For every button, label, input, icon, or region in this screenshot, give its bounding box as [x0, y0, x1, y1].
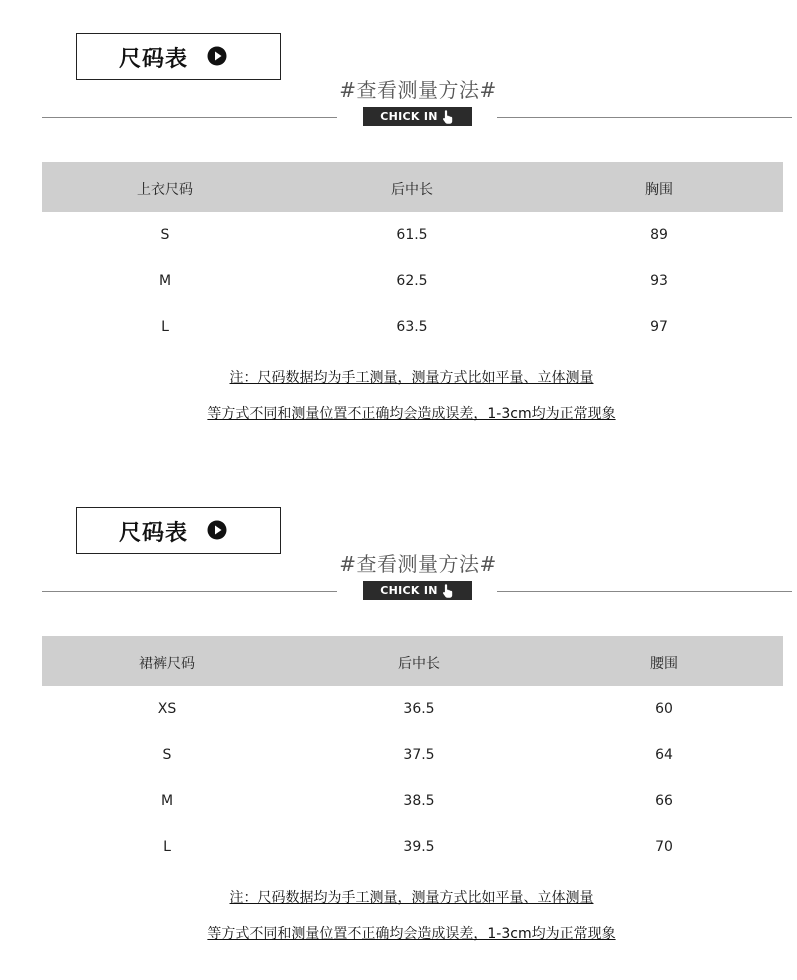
table-row	[42, 778, 783, 824]
cell-size: XS	[157, 701, 177, 717]
cell-size: M	[158, 273, 172, 289]
cell-back-length: 38.5	[403, 793, 435, 809]
header-size: 上衣尺码	[137, 182, 193, 198]
cell-back-length: 36.5	[403, 701, 435, 717]
cell-size: L	[163, 839, 171, 855]
chick-in-label: CHICK IN	[380, 110, 438, 123]
cell-back-length: 62.5	[396, 273, 428, 289]
size-chart-title-box	[76, 507, 281, 554]
cell-waist: 70	[655, 839, 673, 855]
header-size: 裙裤尺码	[139, 656, 195, 672]
cell-back-length: 63.5	[396, 319, 428, 335]
divider-right	[497, 591, 792, 592]
measurement-note-1: 注：尺码数据均为手工测量，测量方式比如平量、立体测量	[229, 370, 594, 386]
measure-method-subtitle: #查看测量方法#	[339, 78, 497, 102]
divider-right	[497, 117, 792, 118]
table-header	[42, 636, 783, 686]
header-back-length: 后中长	[391, 182, 433, 198]
play-circle-icon	[207, 46, 227, 66]
chick-in-button[interactable]	[363, 581, 472, 600]
size-chart-bottoms	[0, 474, 797, 980]
measure-method-subtitle: #查看测量方法#	[339, 552, 497, 576]
cell-chest: 89	[650, 227, 668, 243]
chick-in-label: CHICK IN	[380, 584, 438, 597]
cell-size: S	[160, 227, 170, 243]
size-chart-title: 尺码表	[119, 521, 189, 546]
divider-left	[42, 591, 337, 592]
header-chest: 胸围	[645, 182, 673, 198]
size-chart-title-box	[76, 33, 281, 80]
cell-chest: 93	[650, 273, 668, 289]
table-row	[42, 686, 783, 732]
size-chart-tops	[0, 0, 797, 474]
table-row	[42, 304, 783, 350]
table-header	[42, 162, 783, 212]
cell-chest: 97	[650, 319, 668, 335]
cell-waist: 60	[655, 701, 673, 717]
table-row	[42, 258, 783, 304]
cell-size: L	[161, 319, 169, 335]
measurement-note-2: 等方式不同和测量位置不正确均会造成误差，1-3cm均为正常现象	[207, 406, 616, 422]
cell-size: S	[162, 747, 172, 763]
cell-size: M	[160, 793, 174, 809]
cell-waist: 64	[655, 747, 673, 763]
table-row	[42, 824, 783, 870]
play-circle-icon	[207, 520, 227, 540]
size-chart-title: 尺码表	[119, 47, 189, 72]
chick-in-button[interactable]	[363, 107, 472, 126]
measurement-note-2: 等方式不同和测量位置不正确均会造成误差，1-3cm均为正常现象	[207, 926, 616, 942]
measurement-note-1: 注：尺码数据均为手工测量，测量方式比如平量、立体测量	[229, 890, 594, 906]
cell-back-length: 39.5	[403, 839, 435, 855]
divider-left	[42, 117, 337, 118]
cell-waist: 66	[655, 793, 673, 809]
table-row	[42, 212, 783, 258]
pointing-hand-icon	[441, 109, 455, 124]
table-row	[42, 732, 783, 778]
cell-back-length: 61.5	[396, 227, 428, 243]
header-back-length: 后中长	[398, 656, 440, 672]
pointing-hand-icon	[441, 583, 455, 598]
cell-back-length: 37.5	[403, 747, 435, 763]
header-waist: 腰围	[650, 656, 678, 672]
